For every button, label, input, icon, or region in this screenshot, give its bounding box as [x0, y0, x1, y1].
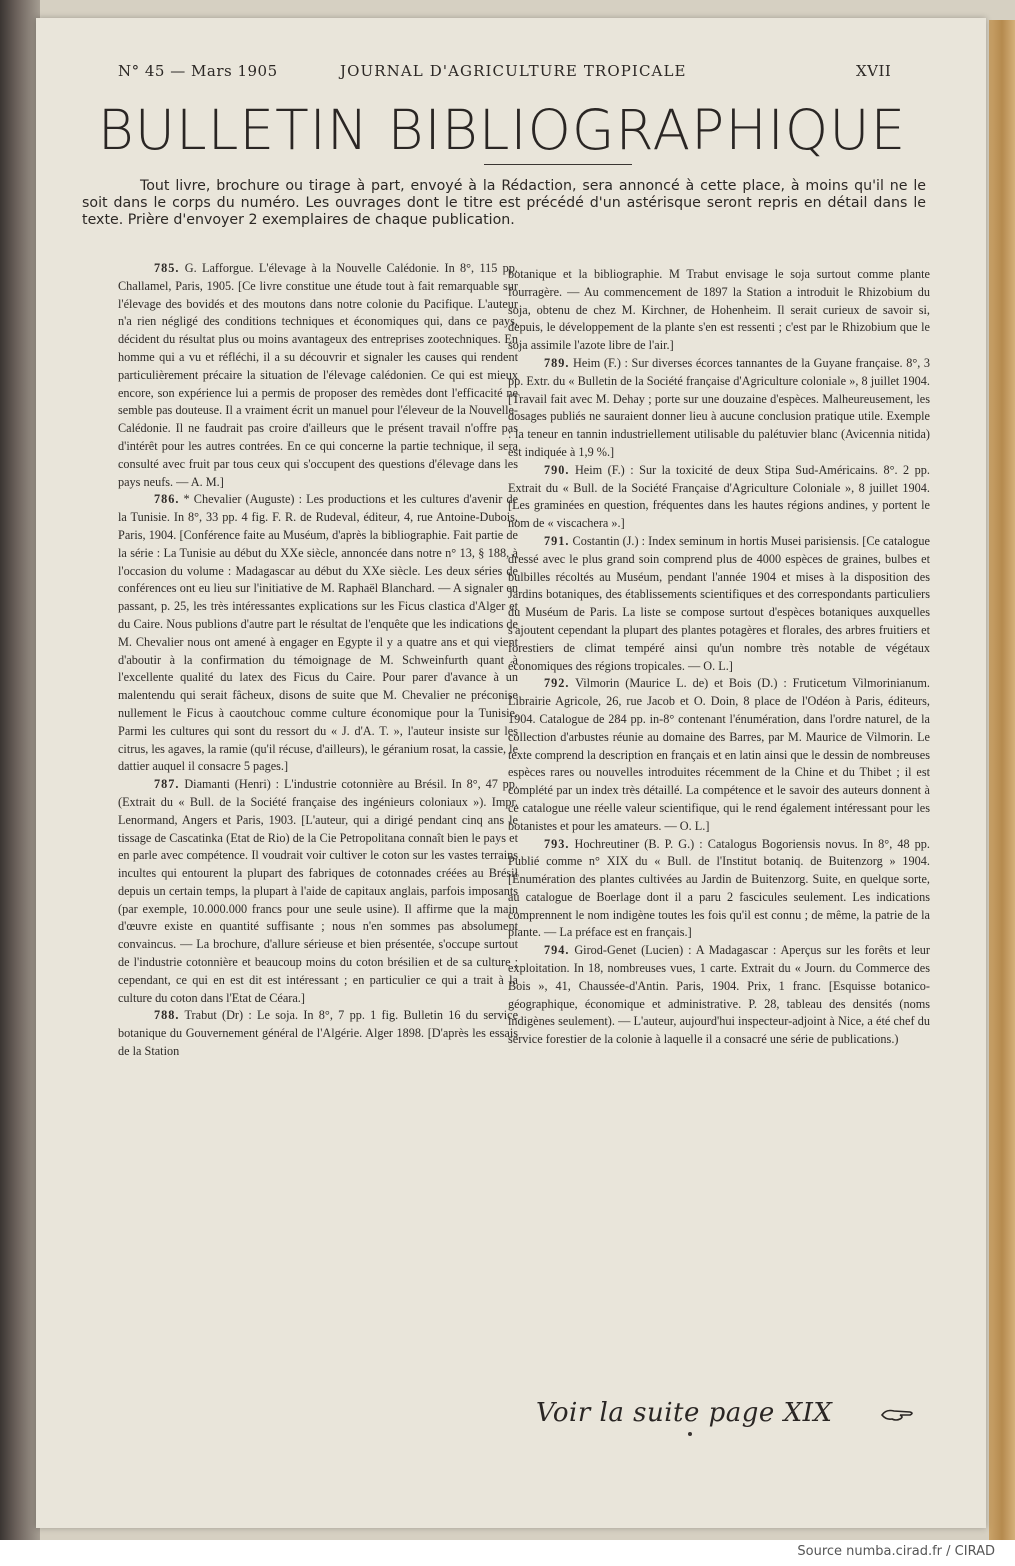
- print-speck: [688, 1432, 692, 1436]
- journal-name: JOURNAL D'AGRICULTURE TROPICALE: [340, 62, 687, 80]
- entry-786: 786. * Chevalier (Auguste) : Les productions et les cultures d'avenir de la Tunisie. In 8°, 33 pp. 4 fig. F. R. de Rudeval, éditeur, 4, rue Antoine-Dubois, Paris, 1904. [Conférence faite au Muséum, d'après la bibliographie. Fait partie de la série : La Tunisie au début du XXe siècle, annoncée dans notre n° 13, § 188, à l'occasion du volume : Madagascar au début du XXe siècle. Les deux séries de conférences ont eu lieu sur l'initiative de M. Raphaël Blanchard. — A signaler en passant, p. 25, les très intéressantes explications sur les Ficus clastica d'Alger et du Caire. Nous publions d'autre part le résultat de l'enquête que les indications de M. Chevalier nous ont amené à engager en Egypte il y a quatre ans et qui vient d'aboutir à la confirmation du témoignage de M. Schweinfurth quant à l'excellente qualité du latex des Ficus du Caire. Pour parer d'avance à un malentendu qui serait fâcheux, disons de suite que M. Chevalier ne préconise nullement le Ficus à caoutchouc comme culture économique pour la Tunisie. Parmi les cultures qui sont du ressort du « J. d'A. T. », l'auteur insiste sur les citrus, les agaves, la ramie (qu'il récuse, d'ailleurs), le géranium rosat, la cassie, le dattier auquel il consacre 5 pages.]: [118, 492, 519, 774]
- book-binding: [0, 0, 40, 1540]
- entry-791: 791. Costantin (J.) : Index seminum in hortis Musei parisiensis. [Ce catalogue dressé avec le plus grand soin comprend plus de 4000 espèces de graines, bulbes et bulbilles récoltés au Muséum, pendant l'année 1904 et mises à la disposition des Jardins botaniques, des établissements scientifiques et des correspondants particuliers du Muséum de Paris. La liste se compose surtout d'espèces botaniques auxquelles s'ajoutent cependant la plupart des plantes potagères et florales, des arbres fruitiers et forestiers de climat tempéré ainsi qu'un nombre très notable de végétaux économiques des régions tropicales. — O. L.]: [508, 533, 930, 673]
- entry-790: 790. Heim (F.) : Sur la toxicité de deux Stipa Sud-Américains. 8°. 2 pp. Extrait du « Bull. de la Société Française d'Agriculture Coloniale », 8 juillet 1904. [Les graminées en question, fréquentes dans les hautes régions andines, y portent le nom de « viscachera ».]: [508, 462, 930, 531]
- page-title: BULLETIN BIBLIOGRAPHIQUE: [97, 98, 907, 162]
- entry-785: 785. G. Lafforgue. L'élevage à la Nouvelle Calédonie. In 8°, 115 pp. Challamel, Paris, 1905. [Ce livre constitue une étude tout à fait remarquable sur l'élevage des bovidés et des moutons dans notre colonie du Pacifique. L'auteur n'a rien négligé des conditions techniques et économiques qui, dans ce pays, décident du résultat plus ou moins avantageux des entreprises zootechniques. En homme qui a vu et réfléchi, il a su découvrir et signaler les causes qui rendent particulièrement précaire la situation de l'élevage calédonien. Ce qui est mieux encore, son expérience lui a permis de proposer des remèdes dont l'efficacité ne semble pas douteuse. Il a vraiment écrit un manuel pour l'éleveur de la Nouvelle-Calédonie. Il ne faudrait pas croire d'ailleurs que le présent travail n'offre pas d'intérêt pour les autres contrées. En ce qui concerne la partie technique, il sera consulté avec fruit par tous ceux qui s'occupent des questions d'élevage dans les pays neufs. — A. M.]: [118, 261, 518, 489]
- entry-789: 789. Heim (F.) : Sur diverses écorces tannantes de la Guyane française. 8°, 3 pp. Extr. du « Bulletin de la Société française d'Agriculture coloniale », 8 juillet 1904. [Travail fait avec M. Dehay ; porte sur une douzaine d'espèces. Malheureusement, les dosages publiés ne sauraient donner lieu à aucune conclusion pratique utile. Exemple : la teneur en tannin industriellement utilisable du palétuvier blanc (Avicennia nitida) est indiquée à 1,9 %.]: [508, 355, 931, 459]
- page-edge: [989, 20, 1015, 1540]
- journal-page: [36, 18, 986, 1528]
- right-column: [508, 266, 930, 1049]
- source-credit: Source numba.cirad.fr / CIRAD: [797, 1544, 995, 1559]
- intro-paragraph: Tout livre, brochure ou tirage à part, envoyé à la Rédaction, sera annoncé à cette place, à moins qu'il ne le soit dans le corps du numéro. Les ouvrages dont le titre est précédé d'un astérisque seront repris en détail dans le texte. Prière d'envoyer 2 exemplaires de chaque publication.: [82, 178, 926, 228]
- entry-792: 792. Vilmorin (Maurice L. de) et Bois (D.) : Fruticetum Vilmorinianum. Librairie Agricole, 26, rue Jacob et O. Doin, 8 place de l'Odéon à Paris, éditeurs, 1904. Catalogue de 284 pp. in-8° contenant l'énumération, dans l'ordre naturel, de la collection d'arbustes réunie au domaine des Barres, par M. Maurice de Vilmorin. Le texte comprend la description en français et en latin ainsi que le dessin de nombreuses espèces rares ou nouvelles introduites récemment de la Chine et du Thibet ; il est complété par un index très détaillé. La compétence et le savoir des auteurs donnent à ce catalogue une réelle valeur scientifique, qui le rend également intéressant pour les botanistes et pour les amateurs. — O. L.]: [508, 676, 930, 833]
- entry-793: 793. Hochreutiner (B. P. G.) : Catalogus Bogoriensis novus. In 8°, 48 pp. Publié comme n° XIX du « Bull. de l'Institut botaniq. de Buitenzorg » 1904. [Énumération des plantes cultivées au Jardin de Buitenzorg. Suite, en quelque sorte, au catalogue de Boerlage dont il a paru 2 fascicules seulement. Les indications comprennent le nom indigène toutes les fois qu'il est connu ; de même, la patrie de la plante. — La préface est en français.]: [508, 836, 930, 940]
- entry-788-continued: botanique et la bibliographie. M Trabut envisage le soja surtout comme plante fourragère. — Au commencement de 1897 la Station a introduit le Rhizobium du soja, obtenu de chez M. Kirchner, de Hohenheim. Il serait curieux de savoir si, depuis, le développement de la plante s'en est ressenti ; c'est par le Rhizobium que le soja assimile l'azote libre de l'air.]: [508, 267, 930, 353]
- left-column: [118, 260, 518, 1061]
- entry-794: 794. Girod-Genet (Lucien) : A Madagascar : Aperçus sur les forêts et leur exploitation. In 18, nombreuses vues, 1 carte. Extrait du « Journ. du Commerce des Bois », 41, Chaussée-d'Antin. Paris, 1904. Prix, 1 franc. [Esquisse botanico-géographique, économique et administrative. P. 28, tableau des densités (noms indigènes seulement). — L'auteur, aujourd'hui inspecteur-adjoint à Nice, a été chef du service forestier de la colonie à laquelle il a consacré une série de publications.): [508, 943, 930, 1047]
- issue-label: N° 45 — Mars 1905: [118, 62, 278, 80]
- entry-788: 788. Trabut (Dr) : Le soja. In 8°, 7 pp. 1 fig. Bulletin 16 du service botanique du Gouvernement général de l'Algérie. Alger 1898. [D'après les essais de la Station: [118, 1008, 519, 1059]
- entry-787: 787. Diamanti (Henri) : L'industrie cotonnière au Brésil. In 8°, 47 pp. (Extrait du « Bull. de la Société française des ingénieurs coloniaux »). Impr. Lenormand, Angers et Paris, 1903. [L'auteur, qui a dirigé pendant cinq ans le tissage de Cascatinka (Etat de Rio) de la Cie Petropolitana connaît bien le pays et en parle avec compétence. Il voudrait voir cultiver le coton sur les vastes terrains incultes qui entourent la plupart des fabriques de cotonnades créées au Brésil depuis un certain temps, la plupart à l'aide de capitaux anglais, parfois imposants (par exemple, 10.000.000 francs pour une seule usine). Il affirme que la main d'œuvre existe en quantité suffisante ; nous n'en sommes pas absolument convaincus. — La brochure, d'allure sérieuse et bien présentée, s'occupe surtout de l'industrie cotonnière et beaucoup moins du coton brésilien et de sa culture ; cependant, ce qui en est dit est intéressant ; en particulier ce qui a trait à la culture du coton dans l'Etat de Céara.]: [118, 777, 518, 1005]
- page-number: XVII: [856, 62, 892, 80]
- continuation-note: Voir la suite page XIX: [536, 1398, 833, 1428]
- pointing-hand-icon: [880, 1406, 916, 1424]
- title-underline: [484, 164, 632, 165]
